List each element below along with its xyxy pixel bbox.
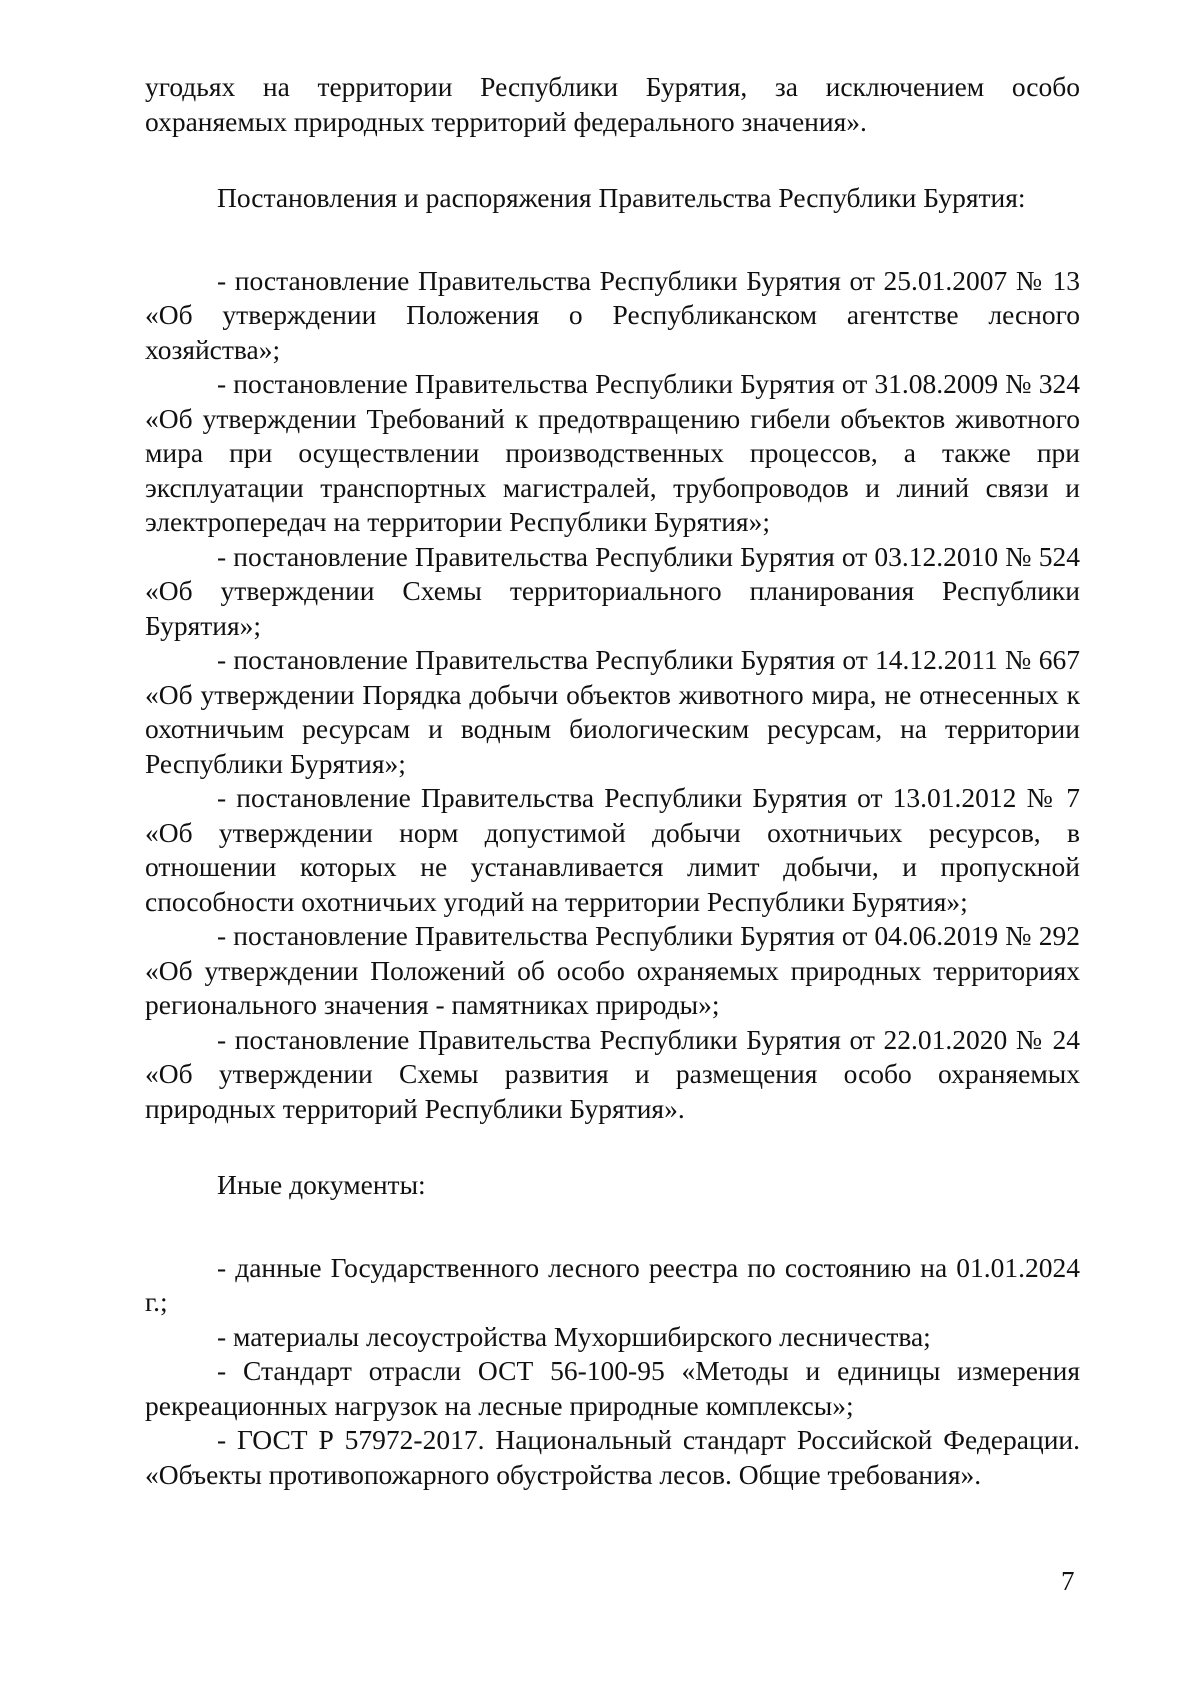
list-item: - постановление Правительства Республики Бурятия от 14.12.2011 № 667 «Об утверждении Порядка добычи объектов животного мира, не отнесенных к охотничьим ресурсам и водным биологическим ресурсам, на территории Республики Бурятия»; <box>145 644 1080 779</box>
list-item: - постановление Правительства Республики Бурятия от 22.01.2020 № 24 «Об утверждении Схемы развития и размещения особо охраняемых природных территорий Республики Бурятия». <box>145 1023 1080 1124</box>
spacer <box>145 1126 1080 1168</box>
list-item: - постановление Правительства Республики Бурятия от 31.08.2009 № 324 «Об утверждении Требований к предотвращению гибели объектов животного мира при осуществлении производственных процессов, а также при эксплуатации транспортных магистралей, трубопроводов и линий связи и электропередач на территории Республики Бурятия»; <box>145 368 1080 537</box>
list-item: - постановление Правительства Республики Бурятия от 04.06.2019 № 292 «Об утверждении Положений об особо охраняемых природных территориях регионального значения - памятниках природы»; <box>145 920 1080 1020</box>
government-documents-list <box>145 264 1080 1127</box>
list-item: - Стандарт отрасли ОСТ 56-100-95 «Методы и единицы измерения рекреационных нагрузок на лесные природные комплексы»; <box>145 1355 1080 1421</box>
list-item: - постановление Правительства Республики Бурятия от 03.12.2010 № 524 «Об утверждении Схемы территориального планирования Республики Бурятия»; <box>145 540 1080 641</box>
intro-continuation-paragraph: угодьях на территории Республики Бурятия, за исключением особо охраняемых природных территорий федерального значения». <box>145 71 1080 137</box>
other-documents-list <box>145 1251 1080 1493</box>
spacer <box>145 139 1080 181</box>
spacer <box>145 1203 1080 1251</box>
list-item: - постановление Правительства Республики Бурятия от 13.01.2012 № 7 «Об утверждении норм допустимой добычи охотничьих ресурсов, в отношении которых не устанавливается лимит добычи, и пропускной способности охотничьих угодий на территории Республики Бурятия»; <box>145 782 1080 917</box>
document-page <box>145 70 1080 1492</box>
government-section-heading: Постановления и распоряжения Правительства Республики Бурятия: <box>217 182 1026 213</box>
list-item: - материалы лесоустройства Мухоршибирского лесничества; <box>217 1320 931 1352</box>
other-documents-heading: Иные документы: <box>217 1169 426 1200</box>
spacer <box>145 216 1080 264</box>
list-item: - постановление Правительства Республики Бурятия от 25.01.2007 № 13 «Об утверждении Положения о Республиканском агентстве лесного хозяйства»; <box>145 264 1080 365</box>
list-item: - данные Государственного лесного реестра по состоянию на 01.01.2024 г.; <box>145 1251 1080 1317</box>
page-number: 7 <box>1061 1566 1075 1596</box>
list-item: - ГОСТ Р 57972-2017. Национальный стандарт Российской Федерации. «Объекты противопожарного обустройства лесов. Общие требования». <box>145 1424 1080 1490</box>
